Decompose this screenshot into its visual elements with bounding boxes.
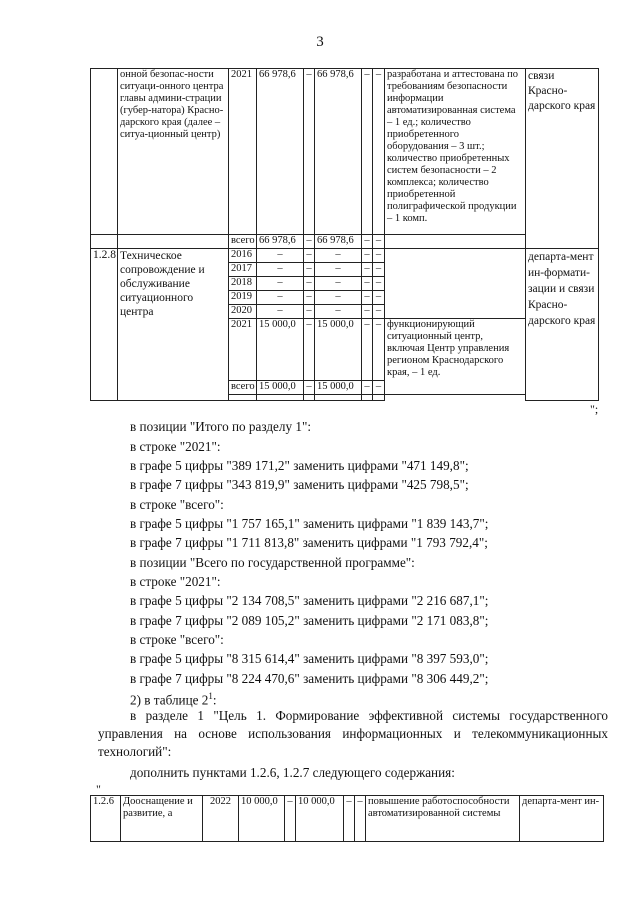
fed-cell: – (304, 305, 315, 319)
instruction-line: в графе 5 цифры "8 315 614,4" заменить цифрами "8 397 593,0"; (130, 651, 489, 666)
total-cell: 15 000,0 (257, 319, 304, 381)
fed-cell: – (304, 319, 315, 381)
total-label: всего (229, 235, 257, 249)
extra-cell: – (373, 263, 385, 277)
mun-cell: – (362, 305, 373, 319)
extra-cell: – (355, 796, 366, 842)
mun-cell: – (344, 796, 355, 842)
instruction-line: в строке "всего": (130, 632, 224, 647)
instruction-line: в строке "2021": (130, 439, 221, 454)
fed-cell: – (304, 381, 315, 395)
cell-empty (373, 395, 385, 401)
instruction-line: в строке "всего": (130, 497, 224, 512)
mun-cell: – (362, 69, 373, 235)
table2-superscript: 1 (208, 691, 213, 701)
extra-cell: – (373, 277, 385, 291)
year-cell: 2018 (229, 277, 257, 291)
cell-empty (304, 395, 315, 401)
mun-cell: – (362, 249, 373, 263)
fed-cell: – (304, 69, 315, 235)
cell-empty (91, 235, 118, 249)
extra-cell: – (373, 305, 385, 319)
extra-cell: – (373, 235, 385, 249)
reg-cell: 10 000,0 (296, 796, 344, 842)
fed-cell: – (304, 291, 315, 305)
mun-cell: – (362, 319, 373, 381)
reg-cell: – (315, 249, 362, 263)
total-cell: – (257, 263, 304, 277)
page-number: 3 (316, 34, 324, 50)
item-name: Дооснащение и развитие, а (121, 796, 203, 842)
item-number: 1.2.6 (91, 796, 121, 842)
result-cell: функционирующий ситуационный центр, включая Центр управления регионом Краснодарского края, – 1 ед. (385, 319, 526, 395)
year-cell: 2021 (229, 69, 257, 235)
fed-cell: – (304, 263, 315, 277)
year-cell: 2022 (203, 796, 239, 842)
mun-cell: – (362, 263, 373, 277)
reg-cell: 66 978,6 (315, 235, 362, 249)
instruction-line: в графе 7 цифры "8 224 470,6" заменить цифрами "8 306 449,2"; (130, 671, 489, 686)
item-name: Техническое сопровождение и обслуживание ситуационного центра (118, 249, 229, 401)
mun-cell: – (362, 277, 373, 291)
fed-cell: – (304, 235, 315, 249)
total-cell: – (257, 277, 304, 291)
instruction-line: в графе 5 цифры "389 171,2" заменить цифрами "471 149,8"; (130, 458, 469, 473)
mun-cell: – (362, 235, 373, 249)
open-quote-mark: " (96, 782, 101, 796)
section-paragraph: в разделе 1 "Цель 1. Формирование эффективной системы государственного управления на основе использования информационных и телекоммуникационных технологий": (98, 708, 608, 759)
result-cell (385, 235, 526, 249)
year-cell: 2021 (229, 319, 257, 381)
mun-cell: – (362, 381, 373, 395)
result-cell: повышение работоспособности автоматизированной системы (366, 796, 520, 842)
fed-cell: – (304, 277, 315, 291)
instruction-line: в графе 5 цифры "2 134 708,5" заменить цифрами "2 216 687,1"; (130, 593, 489, 608)
reg-cell: 66 978,6 (315, 69, 362, 235)
cell-empty (91, 69, 118, 235)
reg-cell: – (315, 263, 362, 277)
instruction-line: в графе 7 цифры "1 711 813,8" заменить цифрами "1 793 792,4"; (130, 535, 488, 550)
reg-cell: 15 000,0 (315, 381, 362, 395)
program-table-top (90, 68, 599, 401)
extra-cell: – (373, 249, 385, 263)
instruction-line: в графе 7 цифры "343 819,9" заменить цифрами "425 798,5"; (130, 477, 469, 492)
instruction-line: в позиции "Итого по разделу 1": (130, 419, 312, 434)
item-name-cont: онной безопас-ности ситуаци-онного центра главы админи-страции (губер-натора) Красно-дарского края (далее – ситуа-ционный центр) (118, 69, 229, 235)
result-cell (385, 249, 526, 319)
total-cell: – (257, 305, 304, 319)
total-cell: 15 000,0 (257, 381, 304, 395)
result-cell: разработана и аттестована по требованиям безопасности информации автоматизированная система – 1 ед.; количество приобретенного оборудования – 3 шт.; количество приобретенных систем безопасности – 2 комплекса; количество приобретенной полиграфической продукции – 1 комп. (385, 69, 526, 235)
total-cell: 66 978,6 (257, 69, 304, 235)
cell-empty (257, 395, 304, 401)
instruction-line: в графе 5 цифры "1 757 165,1" заменить цифрами "1 839 143,7"; (130, 516, 489, 531)
table2-colon: : (212, 692, 217, 708)
extra-cell: – (373, 319, 385, 381)
executor-cell: департа-мент ин- (520, 796, 604, 842)
reg-cell: 15 000,0 (315, 319, 362, 381)
extra-cell: – (373, 69, 385, 235)
year-cell: 2019 (229, 291, 257, 305)
cell-empty (229, 395, 257, 401)
item-executor: департа-мент ин-формати-зации и связи Красно-дарского края (526, 249, 599, 401)
year-cell: 2017 (229, 263, 257, 277)
year-cell: 2020 (229, 305, 257, 319)
reg-cell: – (315, 305, 362, 319)
total-label: всего (229, 381, 257, 395)
mun-cell: – (362, 291, 373, 305)
cell-empty (118, 235, 229, 249)
total-cell: 66 978,6 (257, 235, 304, 249)
reg-cell: – (315, 277, 362, 291)
instruction-line: в позиции "Всего по государственной программе": (130, 555, 415, 570)
program-table-bottom (90, 795, 604, 842)
instruction-line: в строке "2021": (130, 574, 221, 589)
cell-empty (362, 395, 373, 401)
instruction-line: в графе 7 цифры "2 089 105,2" заменить цифрами "2 171 083,8"; (130, 613, 489, 628)
extra-cell: – (373, 291, 385, 305)
total-cell: 10 000,0 (239, 796, 285, 842)
total-cell: – (257, 291, 304, 305)
reg-cell: – (315, 291, 362, 305)
year-cell: 2016 (229, 249, 257, 263)
close-quote-mark: "; (590, 402, 599, 416)
executor-cell: связи Красно-дарского края (526, 69, 599, 249)
extra-cell: – (373, 381, 385, 395)
fed-cell: – (304, 249, 315, 263)
item-number: 1.2.8 (91, 249, 118, 401)
total-cell: – (257, 249, 304, 263)
table2-text: 2) в таблице 2 (130, 692, 209, 708)
cell-empty (315, 395, 362, 401)
fed-cell: – (285, 796, 296, 842)
supplement-line: дополнить пунктами 1.2.6, 1.2.7 следующего содержания: (130, 765, 455, 780)
